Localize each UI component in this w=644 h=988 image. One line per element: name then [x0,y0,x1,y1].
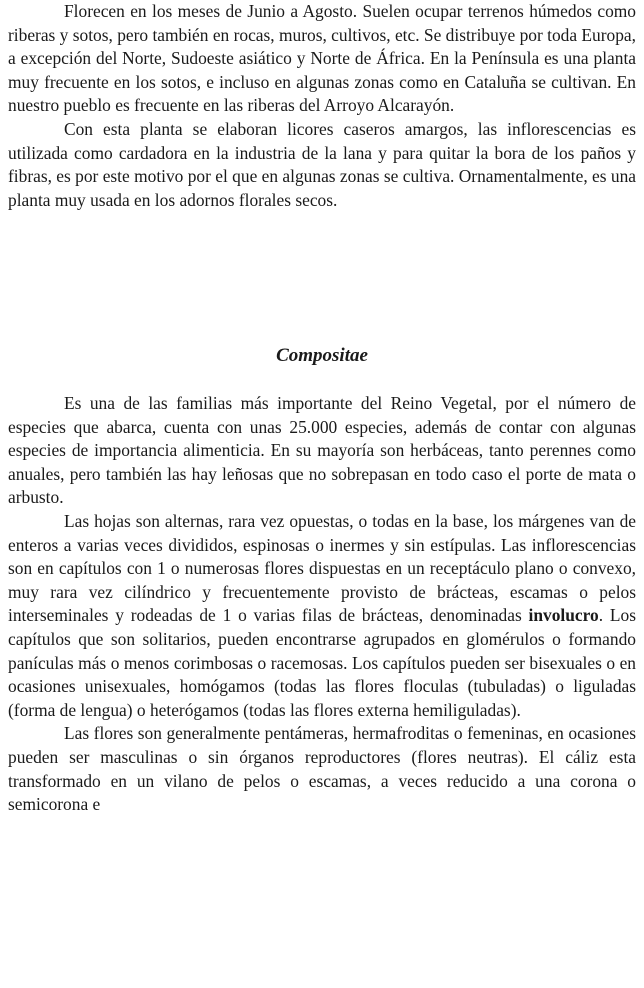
paragraph-leaves-part-2: . Los capítulos que son solitarios, pueden encontrarse agrupados en glomérulos o formando panículas más o menos corimbosas o racemosas. Los capítulos pueden ser bisexuales o en ocasiones unisexuales, homógamos (todas las flores floculas (tubuladas) o liguladas (forma de lengua) o heterógamos (todas las flores externa hemiliguladas). [8,605,636,720]
paragraph-flowering: Florecen en los meses de Junio a Agosto. Suelen ocupar terrenos húmedos como riberas y sotos, pero también en rocas, muros, cultivos, etc. Se distribuye por toda Europa, a excepción del Norte, Sudoeste asiático y Norte de África. En la Península es una planta muy frecuente en los sotos, e incluso en algunas zonas como en Cataluña se cultivan. En nuestro pueblo es frecuente en las riberas del Arroyo Alcarayón. [8,1,636,116]
section-2-text [8,392,636,817]
paragraph-flowers: Las flores son generalmente pentámeras, hermafroditas o femeninas, en ocasiones pueden ser masculinas o sin órganos reproductores (flores neutras). El cáliz esta transformado en un vilano de pelos o escamas, a veces reducido a una corona o semicorona e [8,723,636,815]
section-1-text [8,0,636,212]
paragraph-leaves-inflorescences [8,510,636,722]
section-heading-compositae: Compositae [276,345,368,366]
term-involucro: involucro [528,605,599,626]
paragraph-leaves-part-1: Las hojas son alternas, rara vez opuestas, o todas en la base, los márgenes van de enteros a varias veces divididos, espinosas o inermes y sin estípulas. Las inflorescencias son en capítulos con 1 o numerosas flores dispuestas en un receptáculo plano o convexo, muy rara vez cilíndrico y frecuentemente provisto de brácteas, escamas o pelos interseminales y rodeadas de 1 o varias filas de brácteas, denominadas [8,510,636,626]
paragraph-family-intro: Es una de las familias más importante del Reino Vegetal, por el número de especies que abarca, cuenta con unas 25.000 especies, además de contar con algunas especies de importancia alimenticia. En su mayoría son herbáceas, tanto perennes como anuales, pero también las hay leñosas que no sobrepasan en todo caso el porte de mata o arbusto. [8,393,636,508]
paragraph-uses: Con esta planta se elaboran licores caseros amargos, las inflorescencias es utilizada como cardadora en la industria de la lana y para quitar la bora de los paños y fibras, es por este motivo por el que en algunas zonas se cultiva. Ornamentalmente, es una planta muy usada en los adornos florales secos. [8,118,636,210]
